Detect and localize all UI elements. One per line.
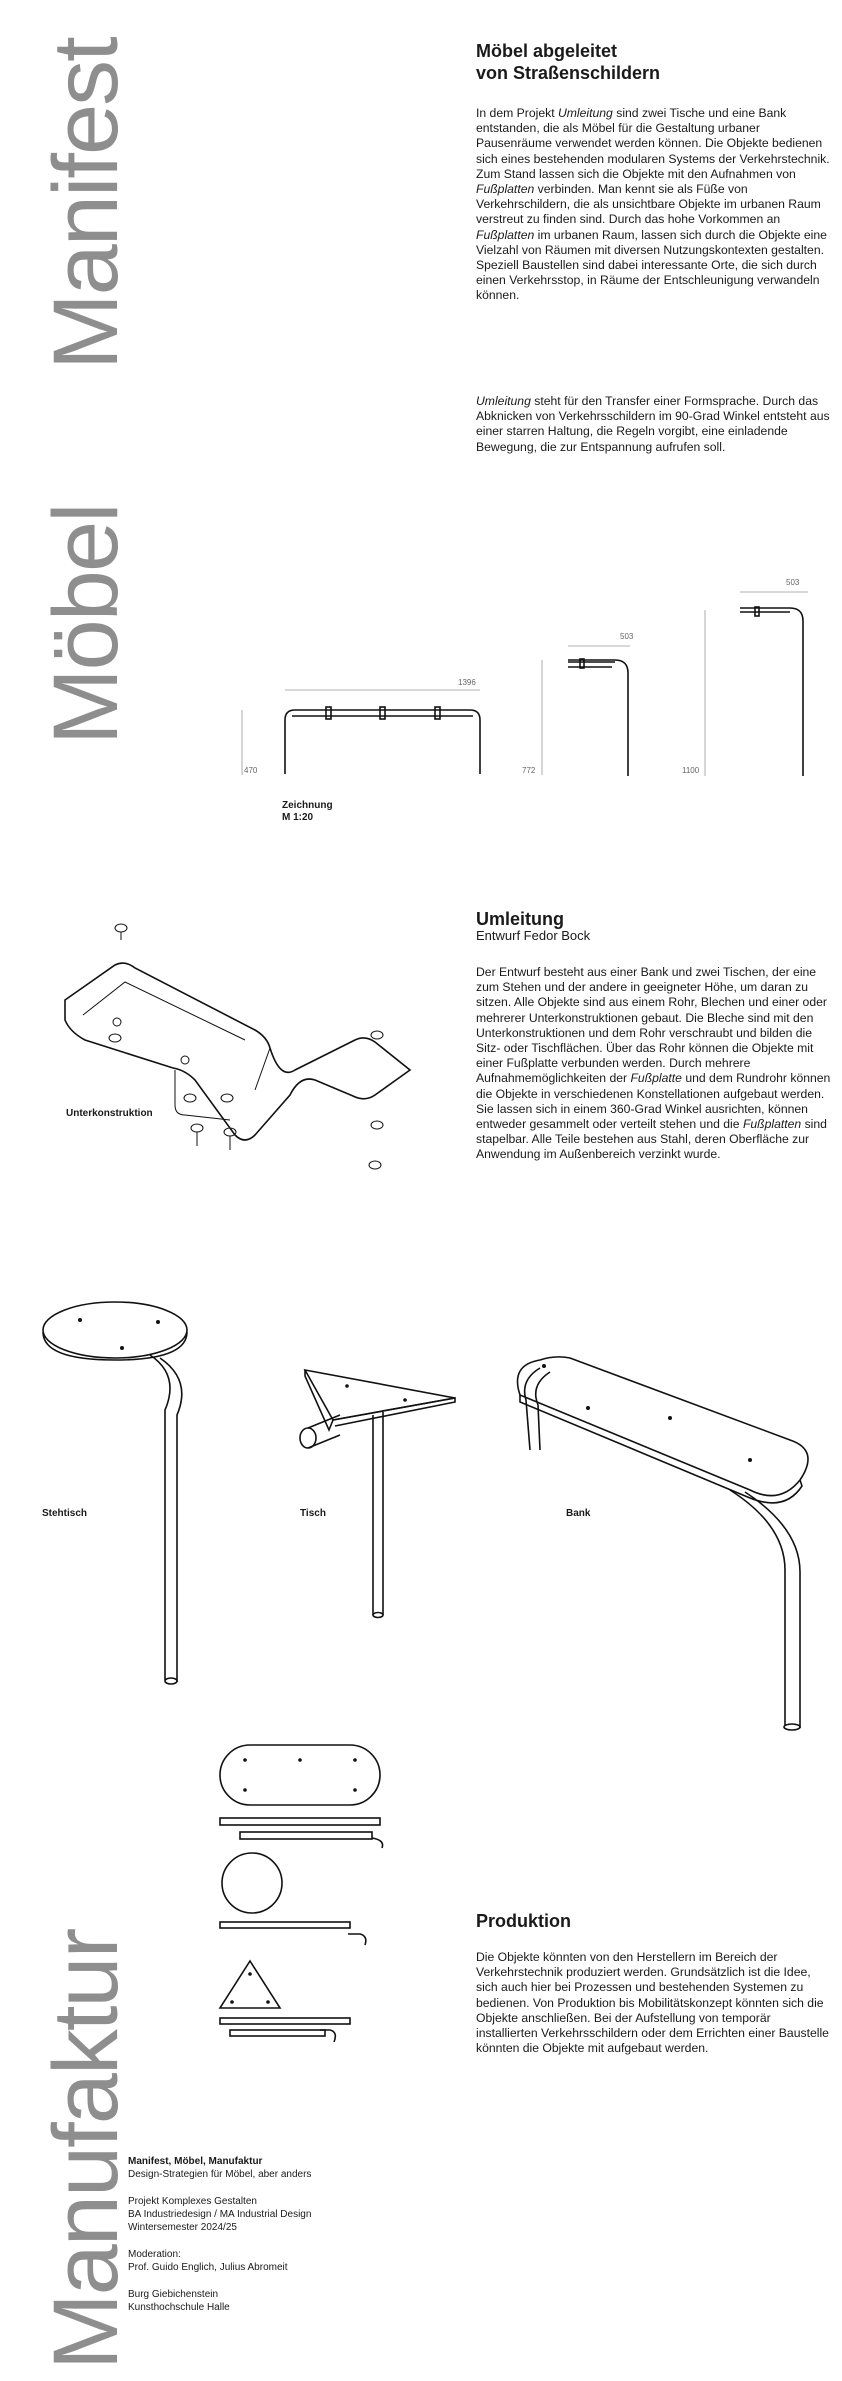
table-elevation-drawing [540, 640, 640, 780]
table-drawing [285, 1360, 465, 1620]
footer-title: Manifest, Möbel, Manufaktur [128, 2156, 263, 2167]
footer-project-1: Projekt Komplexes Gestalten [128, 2196, 257, 2207]
footer-moderation-names: Prof. Guido Englich, Julius Abromeit [128, 2262, 288, 2273]
substructure-exploded-drawing [55, 920, 405, 1190]
intro-paragraph-1: In dem Projekt Umleitung sind zwei Tische und eine Bank entstanden, die als Möbel für die Gestaltung urbaner Pausenräume verwendet werden können. Die Objekte bedienen sich eines bestehenden modularen Systems der Verkehrstechnik. Zum Stand lassen sich die Objekte mit den Aufnahmen von Fußplatten verbinden. Man kennt sie als Füße von Verkehrschildern, die als unsichtbare Objekte im urbanen Raum verstreut zu finden sind. Durch das hohe Vorkommen an Fußplatten im urbanen Raum, lassen sich durch die Objekte eine Vielzahl von Räumen mit diversen Nutzungskontexten gestalten. Speziell Baustellen sind dabei interessante Orte, die sich durch einen Verkehrsstop, in Räume der Entschleunigung verwandeln können. [476, 106, 830, 303]
bench-height-dim: 470 [244, 766, 258, 775]
footer-project-2: BA Industriedesign / MA Industrial Design [128, 2209, 312, 2220]
standing-table-drawing [40, 1300, 220, 1690]
table-width-dim: 503 [620, 632, 634, 641]
standing-table-label: Stehtisch [42, 1508, 88, 1519]
vertical-word-manufaktur: Manufaktur [35, 1929, 137, 2370]
standing-table-width-dim: 503 [786, 578, 800, 587]
substructure-label: Unterkonstruktion [66, 1108, 153, 1119]
bench-elevation-drawing [230, 670, 490, 780]
table-label: Tisch [300, 1508, 326, 1519]
produktion-title: Produktion [476, 1911, 571, 1931]
standing-table-elevation-drawing [700, 590, 820, 780]
footer-school-1: Burg Giebichenstein [128, 2289, 219, 2300]
produktion-paragraph: Die Objekte könnten von den Herstellern im Bereich der Verkehrstechnik produziert werden. Grundsätzlich ist die Idee, sich auch hier bei Prozessen und bestehenden Systemen zu bedienen. Von Produktion bis Mobilitätskonzept könnten sich die Objekte anschließen. Bei der Aufstellung von temporär installierten Verkehrsschildern oder dem Errichten einer Baustelle könnten die Objekte mit aufgebaut werden. [476, 1950, 829, 2056]
footer-school-2: Kunsthochschule Halle [128, 2302, 230, 2313]
umleitung-title: Umleitung [476, 909, 564, 929]
umleitung-paragraph: Der Entwurf besteht aus einer Bank und zwei Tischen, der eine zum Stehen und der andere in geeigneter Höhe, um daran zu sitzen. Alle Objekte sind aus einem Rohr, Blechen und einer oder mehrerer Unterkonstruktionen gebaut. Die Bleche sind mit den Unterkonstruktionen und dem Rohr verschraubt und bilden die Sitz- oder Tischflächen. Über das Rohr können die Objekte mit einer Fußplatte verbunden werden. Durch mehrere Aufnahmemöglichkeiten der Fußplatte und dem Rundrohr können die Objekte in verschiedenen Konstellationen aufgebaut werden. Sie lassen sich in einem 360-Grad Winkel ausrichten, können entweder gesammelt oder verteilt stehen und die Fußplatten sind stapelbar. Alle Teile bestehen aus Stahl, deren Oberfläche zur Anwendung im Außenbereich verzinkt wurde. [476, 965, 831, 1162]
intro-paragraph-2: Umleitung steht für den Transfer einer Formsprache. Durch das Abknicken von Verkehrsschildern im 90-Grad Winkel entsteht aus einer starren Haltung, die Regeln vorgibt, eine einladende Bewegung, die zur Entspannung aufrufen soll. [476, 394, 830, 454]
footer-moderation-label: Moderation: [128, 2249, 181, 2260]
footer-subtitle: Design-Strategien für Möbel, aber anders [128, 2169, 312, 2180]
intro-title-line2: von Straßenschildern [476, 63, 661, 83]
parts-layout-drawing [200, 1740, 440, 2080]
bench-width-dim: 1396 [458, 678, 476, 687]
table-height-dim: 772 [522, 766, 536, 775]
standing-table-height-dim: 1100 [682, 766, 700, 775]
drawing-caption: Zeichnung [282, 800, 333, 811]
umleitung-subtitle: Entwurf Fedor Bock [476, 928, 591, 943]
vertical-word-moebel: Möbel [35, 504, 137, 745]
bench-drawing [500, 1340, 830, 1735]
intro-title-line1: Möbel abgeleitet [476, 41, 618, 61]
bench-label: Bank [566, 1508, 591, 1519]
drawing-scale: M 1:20 [282, 812, 314, 823]
vertical-word-manifest: Manifest [35, 38, 137, 370]
footer-project-3: Wintersemester 2024/25 [128, 2222, 237, 2233]
